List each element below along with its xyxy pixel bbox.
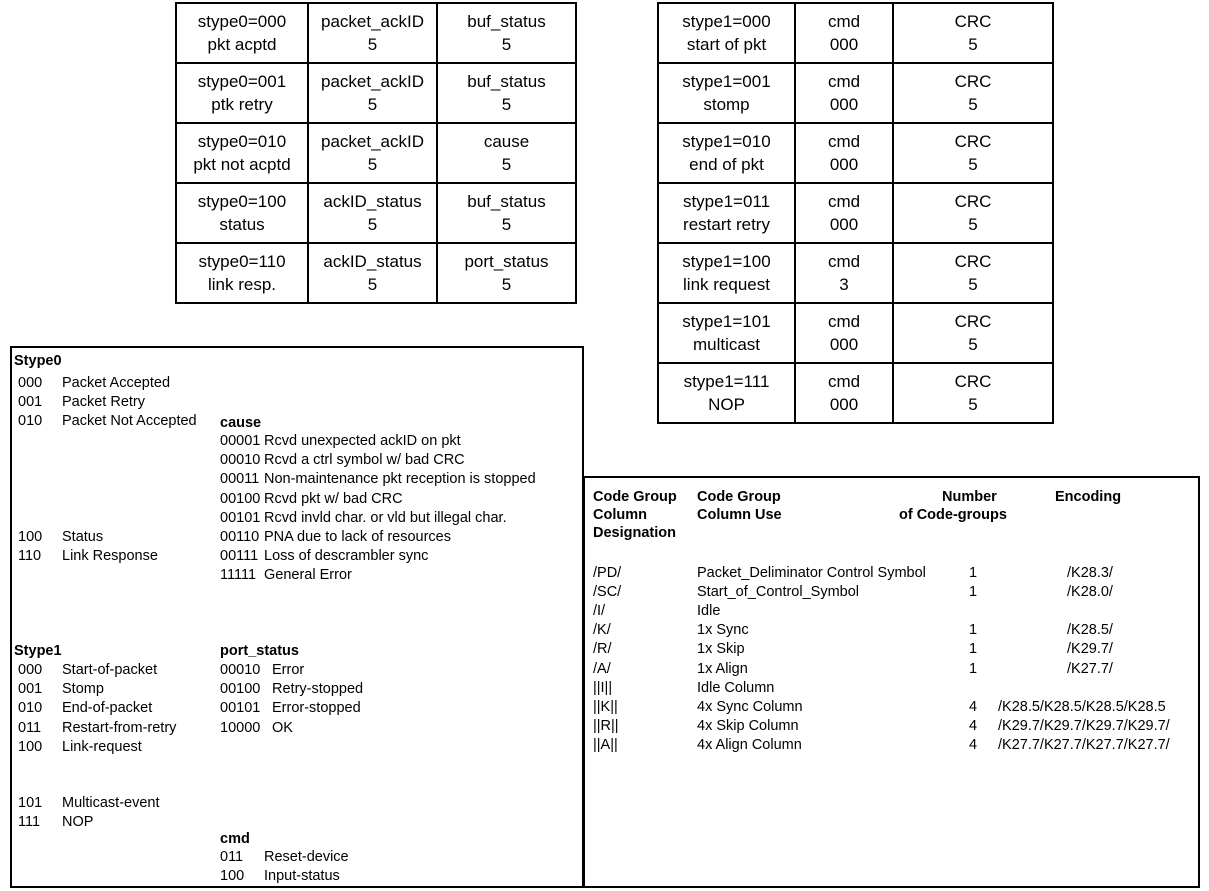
- stype1-cell: [893, 363, 1053, 423]
- stype1-cell-line: cmd: [827, 312, 861, 331]
- stype0-cell-line: stype0=110: [198, 252, 286, 271]
- cause-item-code: 00010: [220, 452, 261, 469]
- stype-legend-box: [10, 346, 584, 888]
- stype1-row: [658, 363, 1053, 423]
- stype1-cell-line: 5: [968, 335, 978, 354]
- stype1-cell-line: stype1=000: [682, 12, 771, 31]
- code-group-encoding: /K27.7/: [1067, 660, 1113, 677]
- stype0-cell: [437, 3, 576, 63]
- stype1-item-code: 001: [18, 681, 43, 698]
- stype1-cell-line: stype1=011: [682, 192, 771, 211]
- stype0-cell-line: packet_ackID: [321, 132, 424, 151]
- stype1-item-label: Link-request: [62, 738, 142, 755]
- stype0-cell-line: 5: [501, 155, 512, 174]
- stype0-cell-line: status: [219, 215, 265, 234]
- stype1-cell: [658, 183, 795, 243]
- code-group-use: Packet_Deliminator Control Symbol: [697, 565, 926, 581]
- code-group-box: [583, 476, 1200, 888]
- stype0-symbol-table: [175, 2, 577, 304]
- stype1-cell-line: CRC: [954, 132, 992, 151]
- code-group-header-number: of Code-groups: [899, 507, 1007, 523]
- code-group-header-designation: Column: [593, 507, 647, 523]
- stype0-item-label: Link Response: [62, 548, 158, 565]
- stype1-heading: Stype1: [14, 643, 62, 659]
- stype0-cell-line: pkt acptd: [207, 35, 277, 54]
- code-group-designation: /R/: [593, 641, 612, 658]
- stype1-row: [658, 3, 1053, 63]
- stype1-cell-line: CRC: [954, 312, 992, 331]
- cause-item-label: PNA due to lack of resources: [264, 529, 451, 545]
- stype1-cell-line: stype1=001: [682, 72, 771, 91]
- stype1-item-code: 100: [18, 738, 43, 755]
- stype1-cell-line: stomp: [703, 95, 750, 114]
- code-group-number: 1: [969, 584, 978, 601]
- stype1-item-code: 101: [18, 795, 43, 811]
- stype1-cell: [658, 123, 795, 183]
- stype1-cell-line: cmd: [827, 12, 861, 31]
- stype0-cell-line: stype0=010: [197, 132, 287, 151]
- code-group-designation: /I/: [593, 603, 606, 620]
- code-group-encoding: /K27.7/K27.7/K27.7/K27.7/: [998, 736, 1170, 753]
- cause-item-label: Rcvd unexpected ackID on pkt: [264, 433, 461, 449]
- stype0-cell-line: 5: [501, 95, 512, 114]
- code-group-number: 1: [969, 660, 978, 677]
- stype0-row: [176, 63, 576, 123]
- port-status-item-label: Retry-stopped: [272, 681, 364, 698]
- cause-item-code: 00110: [220, 529, 260, 545]
- stype0-cell-line: 5: [367, 275, 378, 294]
- port-status-item-label: Error: [272, 662, 305, 678]
- stype0-row: [176, 123, 576, 183]
- port-status-item-code: 00101: [220, 700, 261, 717]
- cmd-item-code: 011: [220, 849, 244, 865]
- stype1-row: [658, 123, 1053, 183]
- stype1-cell: [795, 303, 893, 363]
- stype1-item-label: Multicast-event: [62, 795, 160, 811]
- stype1-cell-line: 5: [968, 35, 978, 54]
- code-group-encoding: /K28.0/: [1067, 584, 1113, 601]
- stype0-cell: [437, 63, 576, 123]
- code-group-designation: /SC/: [593, 584, 622, 601]
- stype1-cell-line: stype1=010: [682, 132, 771, 151]
- cause-item-code: 00101: [220, 509, 261, 526]
- cause-item-label: Rcvd a ctrl symbol w/ bad CRC: [264, 452, 465, 469]
- stype1-cell-line: cmd: [827, 192, 861, 211]
- stype0-heading: Stype0: [14, 353, 62, 369]
- stype0-cell-line: ackID_status: [323, 252, 422, 271]
- stype0-cell-line: buf_status: [467, 12, 546, 31]
- cmd-item-label: Input-status: [264, 868, 340, 885]
- code-group-header-designation: Designation: [593, 525, 676, 541]
- stype1-item-label: End-of-packet: [62, 700, 153, 717]
- code-group-use: 4x Skip Column: [697, 717, 799, 734]
- stype0-cell-line: buf_status: [467, 72, 546, 91]
- port-status-item-code: 00100: [220, 681, 261, 698]
- code-group-encoding: /K28.3/: [1067, 565, 1113, 581]
- stype1-cell-line: 000: [829, 215, 859, 234]
- stype1-cell-line: CRC: [954, 12, 992, 31]
- stype1-cell-line: 5: [968, 155, 978, 174]
- code-group-number: 4: [969, 717, 978, 734]
- stype0-row: [176, 243, 576, 303]
- cmd-item-code: 100: [220, 868, 245, 885]
- stype1-cell: [795, 243, 893, 303]
- stype0-cell-line: cause: [483, 132, 530, 151]
- stype1-cell: [893, 183, 1053, 243]
- stype0-cell-line: packet_ackID: [321, 72, 424, 91]
- stype0-cell-line: 5: [501, 215, 512, 234]
- stype1-cell: [893, 63, 1053, 123]
- cause-item-code: 00100: [220, 490, 261, 507]
- stype1-item-code: 111: [18, 814, 41, 831]
- port-status-item-code: 00010: [220, 662, 261, 678]
- stype1-item-label: Start-of-packet: [62, 662, 158, 678]
- stype1-item-code: 000: [18, 662, 43, 678]
- stype1-symbol-table: [657, 2, 1054, 424]
- stype0-cell-line: 5: [367, 95, 378, 114]
- code-group-use: 4x Align Column: [697, 736, 802, 753]
- stype1-row: [658, 243, 1053, 303]
- stype0-cell-line: 5: [501, 35, 512, 54]
- code-group-designation: /K/: [593, 622, 611, 639]
- stype1-cell-line: 5: [968, 95, 978, 114]
- stype0-table-body: [176, 3, 576, 303]
- stype1-cell: [795, 3, 893, 63]
- stype1-cell-line: 5: [968, 275, 978, 294]
- stype0-cell: [308, 3, 437, 63]
- stype1-row: [658, 183, 1053, 243]
- stype0-row: [176, 3, 576, 63]
- stype1-cell-line: 000: [829, 395, 859, 414]
- cause-item-label: Non-maintenance pkt reception is stopped: [264, 471, 536, 488]
- stype0-cell: [308, 123, 437, 183]
- stype0-cell: [176, 183, 308, 243]
- stype0-cell: [176, 123, 308, 183]
- stype0-cell: [176, 243, 308, 303]
- stype1-cell-line: CRC: [954, 72, 992, 91]
- stype0-item-code: 001: [18, 394, 43, 411]
- stype1-cell-line: CRC: [954, 192, 992, 211]
- code-group-header-number: Number: [942, 489, 997, 505]
- stype1-cell-line: NOP: [708, 395, 745, 414]
- stype1-item-code: 011: [18, 719, 42, 736]
- stype1-row: [658, 303, 1053, 363]
- stype1-cell-line: CRC: [954, 372, 992, 391]
- stype1-cell-line: stype1=100: [682, 252, 771, 271]
- stype0-item-code: 110: [18, 548, 42, 565]
- stype1-cell-line: CRC: [954, 252, 992, 271]
- cmd-heading: cmd: [220, 831, 250, 847]
- code-group-use: 1x Sync: [697, 622, 749, 639]
- stype1-cell: [658, 63, 795, 123]
- stype0-cell-line: 5: [367, 215, 378, 234]
- code-group-designation: ||K||: [593, 698, 618, 715]
- stype0-cell: [176, 3, 308, 63]
- stype1-cell: [893, 123, 1053, 183]
- stype0-cell-line: pkt not acptd: [193, 155, 291, 174]
- stype0-cell-line: buf_status: [467, 192, 546, 211]
- stype0-cell-line: port_status: [464, 252, 549, 271]
- code-group-header-use: Column Use: [697, 507, 782, 523]
- stype0-row: [176, 183, 576, 243]
- stype1-cell-line: 000: [829, 35, 859, 54]
- stype0-cell: [437, 243, 576, 303]
- port-status-item-label: OK: [272, 719, 293, 736]
- code-group-use: 1x Align: [697, 660, 748, 677]
- code-group-encoding: /K28.5/K28.5/K28.5/K28.5: [998, 698, 1166, 715]
- code-group-encoding: /K28.5/: [1067, 622, 1113, 639]
- stype0-cell-line: ptk retry: [211, 95, 273, 114]
- stype1-cell-line: cmd: [827, 132, 861, 151]
- stype0-item-code: 000: [18, 375, 43, 391]
- stype1-cell-line: multicast: [692, 335, 761, 354]
- code-group-designation: /A/: [593, 660, 611, 677]
- stype1-cell-line: end of pkt: [689, 155, 764, 174]
- cause-item-code: 00111: [220, 548, 259, 565]
- stype1-cell-line: 3: [839, 275, 849, 294]
- stype1-table-body: [658, 3, 1053, 423]
- code-group-designation: ||I||: [593, 679, 613, 696]
- port-status-item-label: Error-stopped: [272, 700, 361, 717]
- cause-item-label: Rcvd invld char. or vld but illegal char.: [264, 509, 507, 526]
- stype0-cell-line: stype0=100: [197, 192, 287, 211]
- cause-item-code: 00001: [220, 433, 261, 449]
- cause-item-label: Rcvd pkt w/ bad CRC: [264, 490, 403, 507]
- stype0-cell-line: ackID_status: [323, 192, 422, 211]
- stype1-cell-line: 000: [829, 155, 859, 174]
- stype0-cell: [437, 123, 576, 183]
- stype0-cell: [437, 183, 576, 243]
- stype1-cell-line: restart retry: [683, 215, 770, 234]
- stype0-item-code: 010: [18, 413, 43, 430]
- stype1-item-label: NOP: [62, 814, 94, 831]
- port-status-heading: port_status: [220, 643, 299, 659]
- stype1-cell-line: 000: [829, 335, 859, 354]
- code-group-number: 1: [969, 565, 978, 581]
- stype0-cell: [308, 243, 437, 303]
- stype1-row: [658, 63, 1053, 123]
- stype1-cell: [893, 3, 1053, 63]
- code-group-designation: ||R||: [593, 717, 619, 734]
- stype1-cell: [658, 303, 795, 363]
- stype0-cell-line: 5: [367, 155, 378, 174]
- code-group-encoding: /K29.7/K29.7/K29.7/K29.7/: [998, 717, 1170, 734]
- stype0-cell: [176, 63, 308, 123]
- stype0-cell-line: stype0=000: [197, 12, 287, 31]
- code-group-header-use: Code Group: [697, 489, 781, 505]
- stype0-item-label: Packet Not Accepted: [62, 413, 197, 430]
- stype1-cell-line: 5: [968, 395, 978, 414]
- cause-item-code: 11111: [220, 567, 257, 584]
- code-group-use: 1x Skip: [697, 641, 745, 658]
- stype0-cell-line: 5: [501, 275, 512, 294]
- stype1-item-code: 010: [18, 700, 43, 717]
- cmd-item-label: Reset-device: [264, 849, 349, 865]
- stype1-cell-line: stype1=101: [682, 312, 771, 331]
- stype0-cell-line: link resp.: [207, 275, 277, 294]
- stype1-item-label: Restart-from-retry: [62, 719, 177, 736]
- code-group-use: 4x Sync Column: [697, 698, 803, 715]
- stype1-cell: [795, 363, 893, 423]
- code-group-number: 4: [969, 736, 978, 753]
- stype0-cell-line: 5: [367, 35, 378, 54]
- stype1-cell: [893, 243, 1053, 303]
- code-group-number: 1: [969, 641, 978, 658]
- cause-heading: cause: [220, 415, 262, 431]
- stype1-cell-line: start of pkt: [686, 35, 767, 54]
- stype1-item-label: Stomp: [62, 681, 104, 698]
- code-group-designation: /PD/: [593, 565, 622, 581]
- stype1-cell-line: 000: [829, 95, 859, 114]
- code-group-number: 1: [969, 622, 978, 639]
- code-group-encoding: /K29.7/: [1067, 641, 1113, 658]
- cause-item-code: 00011: [220, 471, 260, 488]
- stype1-cell-line: 5: [968, 215, 978, 234]
- stype1-cell: [658, 243, 795, 303]
- cause-item-label: Loss of descrambler sync: [264, 548, 429, 565]
- stype0-cell-line: packet_ackID: [321, 12, 424, 31]
- code-group-use: Idle: [697, 603, 721, 620]
- stype1-cell: [795, 183, 893, 243]
- code-group-use: Idle Column: [697, 679, 775, 696]
- stype1-cell: [795, 63, 893, 123]
- code-group-number: 4: [969, 698, 978, 715]
- stype1-cell-line: cmd: [827, 372, 861, 391]
- stype1-cell-line: link request: [683, 275, 770, 294]
- stype1-cell: [795, 123, 893, 183]
- cause-item-label: General Error: [264, 567, 352, 584]
- port-status-item-code: 10000: [220, 719, 261, 736]
- stype0-item-label: Packet Accepted: [62, 375, 171, 391]
- code-group-use: Start_of_Control_Symbol: [697, 584, 859, 601]
- stype0-cell: [308, 183, 437, 243]
- stype1-cell-line: cmd: [827, 72, 861, 91]
- stype1-cell-line: cmd: [827, 252, 861, 271]
- stype0-item-label: Status: [62, 529, 104, 545]
- code-group-header-encoding: Encoding: [1055, 489, 1122, 505]
- stype0-cell-line: stype0=001: [197, 72, 287, 91]
- stype0-item-code: 100: [18, 529, 43, 545]
- code-group-designation: ||A||: [593, 736, 618, 753]
- stype1-cell-line: stype1=111: [683, 372, 770, 391]
- stype0-cell: [308, 63, 437, 123]
- stype0-item-label: Packet Retry: [62, 394, 145, 411]
- stype1-cell: [658, 3, 795, 63]
- code-group-header-designation: Code Group: [593, 489, 677, 505]
- stype1-cell: [893, 303, 1053, 363]
- stype1-cell: [658, 363, 795, 423]
